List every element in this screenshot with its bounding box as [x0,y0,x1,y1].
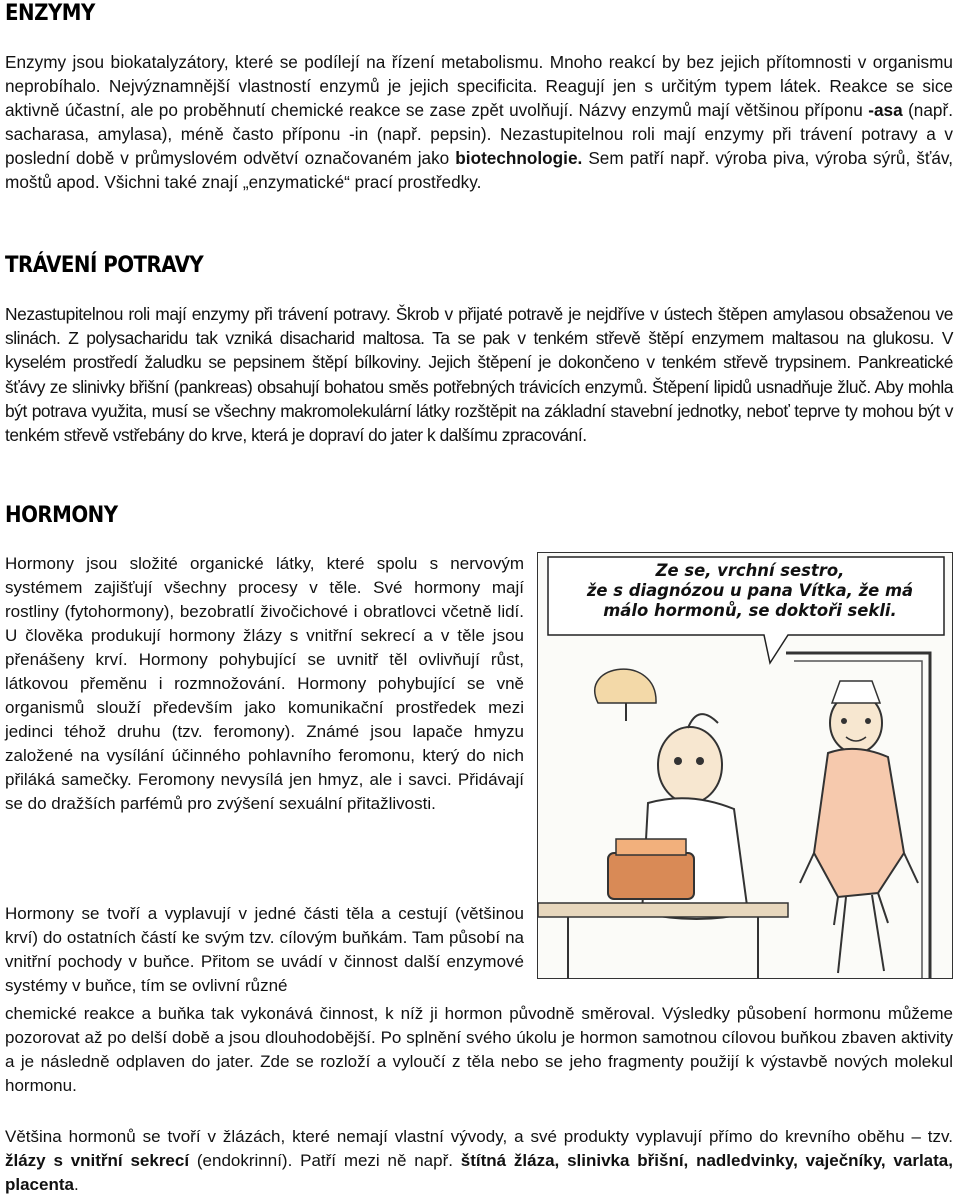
glands-text-1: Většina hormonů se tvoří v žlázách, které nemají vlastní vývody, a své produkty vyplavují přímo do krevního oběhu – tzv. [5,1127,953,1146]
enzymy-text-2: (např. sacharasa, amylasa), méně často příponu -in (např. pepsin). Nezastupitelnou roli mají enzymy při trávení potravy a v poslední době v průmyslovém odvětví označovaném jako [5,100,953,168]
paragraph-hormony-intro: Hormony jsou složité organické látky, které spolu s nervovým systémem zajišťují všechny procesy v těle. Své hormony mají rostliny (fytohormony), bezobratlí živočichové i obratlovci včetně lidí. U člověka produkují hormony žlázy s vnitřní sekrecí a v těle jsou přenášeny krví. Hormony pohybující se uvnitř těl ovlivňují růst, látkovou přeměnu i rozmnožování. Hormony pohybující se vně organismů slouží především jako komunikační prostředek mezi jedinci téhož druhu (tzv. feromony). Známé jsou lapače hmyzu založené na vysílání účinného pohlavního feromonu, který do nich přiláká samečky. Feromony nevysílá jen hmyz, ale i savci. Přidávají se do dražších parfémů pro zvýšení sexuální přitažlivosti. [5,554,524,813]
heading-traveni-potravy: TRÁVENÍ POTRAVY [5,253,204,278]
caption-line-2: že s diagnózou u pana Vítka, že má [586,581,914,600]
glands-term: žlázy s vnitřní sekrecí [5,1151,190,1170]
glands-text-2: (endokrinní). Patří mezi ně např. [189,1151,461,1170]
glands-text-3: . [73,1175,79,1194]
heading-enzymy: ENZYMY [5,1,95,26]
cartoon-speech-bubble [562,561,938,621]
paragraph-enzymy [5,50,953,194]
glands-list: štítná žláza, slinivka břišní, nadledvinky, vaječníky, varlata, placenta [5,1151,953,1194]
caption-line-3: málo hormonů, se doktoři sekli. [603,601,897,620]
paragraph-hormony-action-bottom: chemické reakce a buňka tak vykonává činnost, k níž ji hormon původně směroval. Výsledky působení hormonu můžeme pozorovat až po delší době a jsou dlouhodobější. Po splnění svého úkolu je hormon samotnou cílovou buňkou zbaven aktivity a je následně odplaven do jater. Zde se rozloží a vyloučí z těla nebo se jeho fragmenty použijí k výstavbě nových molekul hormonu. [5,1004,953,1095]
paragraph-traveni: Nezastupitelnou roli mají enzymy při trávení potravy. Škrob v přijaté potravě je nejdříve v ústech štěpen amylasou obsaženou ve slinách. Z polysacharidu tak vzniká disacharid maltosa. Ta se pak v tenkém střevě štěpí enzymem maltasou na glukosu. V kyselém prostředí žaludku se pepsinem štěpí bílkoviny. Jejich štěpení je dokončeno v tenkém střevě trypsinem. Pankreatické šťávy ze slinivky břišní (pankreas) obsahují bohatou směs potřebných trávicích enzymů. Štěpení lipidů usnadňuje žluč. Aby mohla být potrava využita, musí se všechny makromolekulární látky rozštěpit na základní stavební jednotky, neboť teprve ty mohou být v tenkém střevě vstřebány do krve, která je dopraví do jater k dalšímu zpracování. [5,304,953,446]
enzymy-text-3: Sem patří např. výroba piva, výroba sýrů, šťáv, moštů apod. Všichni také znají „enzymatické“ prací prostředky. [5,148,953,192]
paragraph-hormony-action-top: Hormony se tvoří a vyplavují v jedné části těla a cestují (většinou krví) do ostatních částí ke svým tzv. cílovým buňkám. Tam působí na vnitřní pochody v buňce. Přitom se uvádí v činnost další enzymové systémy v buňce, tím se ovlivní různé [5,904,524,995]
biotechnology-term: biotechnologie. [455,148,583,168]
suffix-asa: -asa [868,100,903,120]
heading-hormony: HORMONY [5,503,118,528]
caption-line-1: Ze se, vrchní sestro, [655,561,845,580]
paragraph-endocrine-glands [5,1125,953,1197]
cartoon-illustration [537,552,953,979]
enzymy-text-1: Enzymy jsou biokatalyzátory, které se podílejí na řízení metabolismu. Mnoho reakcí by bez jejich přítomnosti v organismu neprobíhalo. Nejvýznamnější vlastností enzymů je jejich specificita. Reagují jen s určitým typem látek. Reakce se sice aktivně účastní, ale po proběhnutí chemické reakce se zase zpět uvolňují. Názvy enzymů mají většinou příponu [5,52,953,120]
